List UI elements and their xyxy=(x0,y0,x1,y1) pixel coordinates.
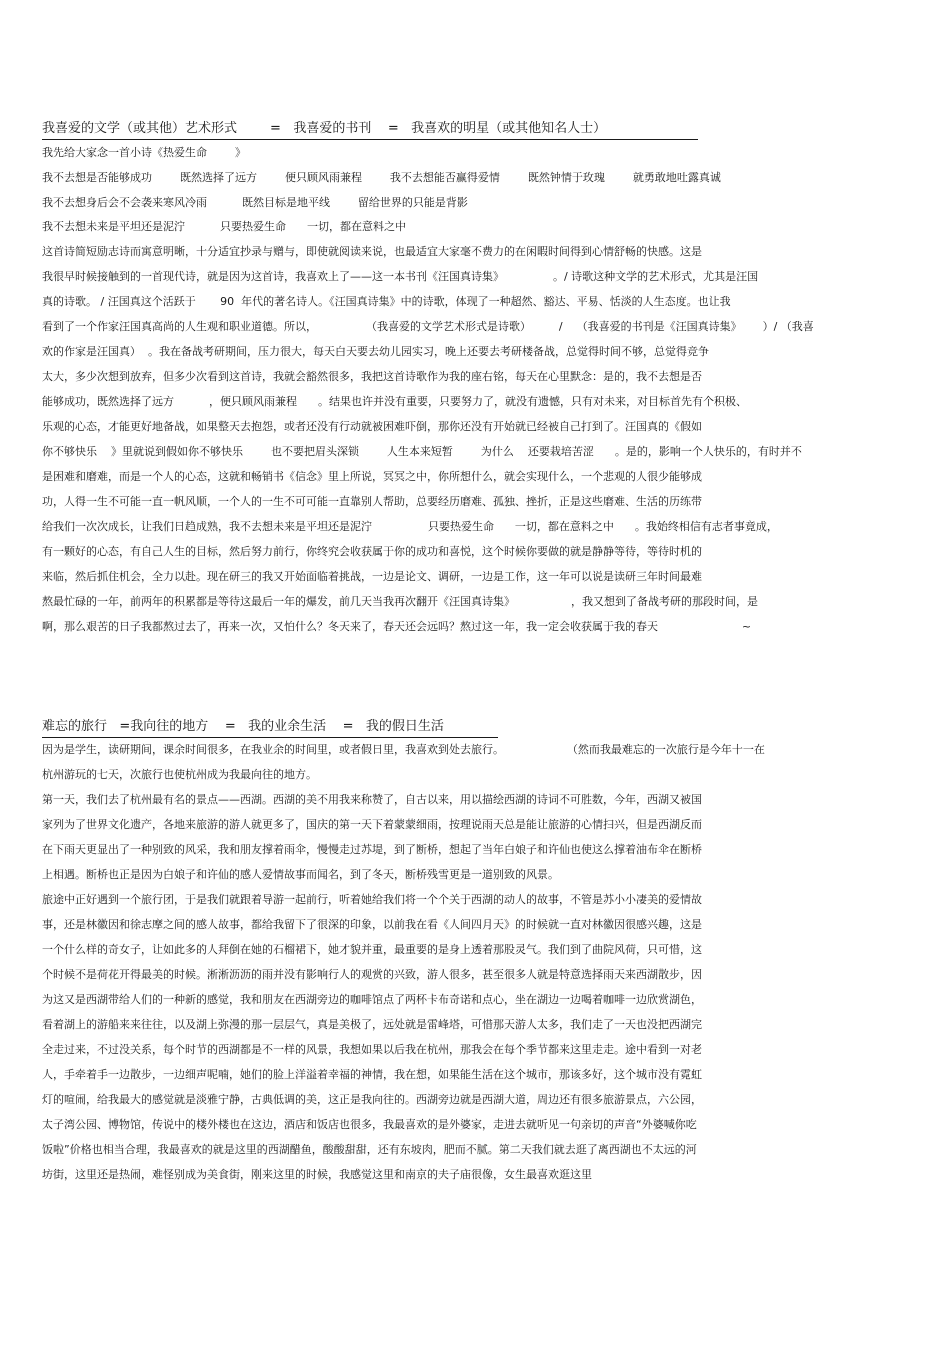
text-line: 家列为了世界文化遗产，各地来旅游的游人就更多了，国庆的第一天下着蒙蒙细雨，按理说雨天总是能让旅游的心情扫兴，但是西湖反而 xyxy=(42,818,702,831)
text-line: 个时候不是荷花开得最美的时候。淅淅沥沥的雨并没有影响行人的观赏的兴致，游人很多，甚至很多人就是特意选择雨天来西湖散步，因 xyxy=(42,968,702,981)
text-line: 人，手牵着手一边散步，一边细声呢喃，她们的脸上洋溢着幸福的神情，我在想，如果能生活在这个城市，那该多好，这个城市没有霓虹 xyxy=(42,1068,702,1081)
section1-heading-underline xyxy=(42,139,698,140)
text-line: 我先给大家念一首小诗《热爱生命 》 xyxy=(42,146,246,159)
text-line: 太子湾公园、博物馆，传说中的楼外楼也在这边，酒店和饭店也很多，我最喜欢的是外婆家，走进去就听见一句亲切的声音“外婆喊你吃 xyxy=(42,1118,697,1131)
text-line: 第一天，我们去了杭州最有名的景点——西湖。西湖的美不用我来称赞了，自古以来，用以描绘西湖的诗词不可胜数，今年，西湖又被国 xyxy=(42,793,702,806)
text-line: 在下雨天更显出了一种别致的风采，我和朋友撑着雨伞，慢慢走过苏堤，到了断桥，想起了当年白娘子和许仙也使这么撑着油布伞在断桥 xyxy=(42,843,702,856)
section2-heading: 难忘的旅行 =我向往的地方 = 我的业余生活 = 我的假日生活 xyxy=(42,719,444,734)
text-line: 饭啦”价格也相当合理，我最喜欢的就是这里的西湖醋鱼，酸酸甜甜，还有东坡肉，肥而不腻。第二天我们就去逛了离西湖也不太远的河 xyxy=(42,1143,697,1156)
text-line: 我很早时候接触到的一首现代诗，就是因为这首诗，我喜欢上了——这一本书刊《汪国真诗集》 。/ 诗歌这种文学的艺术形式，尤其是汪国 xyxy=(42,270,759,283)
text-line: 一个什么样的奇女子，让如此多的人拜倒在她的石榴裙下，她才貌并重，最重要的是身上透着那股灵气。我们到了曲院风荷，只可惜，这 xyxy=(42,943,702,956)
text-line: 来临，然后抓住机会，全力以赴。现在研三的我又开始面临着挑战，一边是论文、调研，一边是工作，这一年可以说是读研三年时间最难 xyxy=(42,570,702,583)
text-line: 给我们一次次成长，让我们日趋成熟，我不去想未来是平坦还是泥泞 只要热爱生命 一切，都在意料之中 。我始终相信有志者事竟成， xyxy=(42,520,778,533)
text-line: 真的诗歌。 / 汪国真这个活跃于 90 年代的著名诗人。《汪国真诗集》中的诗歌，体现了一种超然、豁达、平易、恬淡的人生态度。也让我 xyxy=(42,295,731,308)
text-line: 啊，那么艰苦的日子我都熬过去了，再来一次，又怕什么？冬天来了，春天还会远吗？熬过这一年，我一定会收获属于我的春天 ~ xyxy=(42,620,752,633)
text-line: 我不去想是否能够成功 既然选择了远方 便只顾风雨兼程 我不去想能否赢得爱情 既然钟情于玫瑰 就勇敢地吐露真诚 xyxy=(42,171,721,184)
text-line: 灯的喧闹，给我最大的感觉就是淡雅宁静，古典低调的美，这正是我向往的。西湖旁边就是西湖大道，周边还有很多旅游景点，六公园， xyxy=(42,1093,702,1106)
text-line: 太大，多少次想到放弃，但多少次看到这首诗，我就会豁然很多，我把这首诗歌作为我的座右铭，每天在心里默念：是的，我不去想是否 xyxy=(42,370,702,383)
text-line: 有一颗好的心态，有自己人生的目标，然后努力前行，你终究会收获属于你的成功和喜悦，这个时候你要做的就是静静等待，等待时机的 xyxy=(42,545,702,558)
text-line: 旅途中正好遇到一个旅行团，于是我们就跟着导游一起前行，听着她给我们将一个个关于西湖的动人的故事，不管是苏小小凄美的爱情故 xyxy=(42,893,702,906)
text-line: 功，人得一生不可能一直一帆风顺，一个人的一生不可可能一直靠别人帮助，总要经历磨难、孤独、挫折，正是这些磨难、生活的历练带 xyxy=(42,495,702,508)
text-line: 能够成功，既然选择了远方 ，便只顾风雨兼程 。结果也许并没有重要，只要努力了，就没有遗憾，只有对未来，对目标首先有个积极、 xyxy=(42,395,747,408)
text-line: 看着湖上的游船来来往往，以及湖上弥漫的那一层层气，真是美极了，远处就是雷峰塔，可惜那天游人太多，我们走了一天也没把西湖完 xyxy=(42,1018,702,1031)
text-line: 为这又是西湖带给人们的一种新的感觉，我和朋友在西湖旁边的咖啡馆点了两杯卡布奇诺和点心，坐在湖边一边喝着咖啡一边欣赏湖色， xyxy=(42,993,702,1006)
text-line: 你不够快乐 》里就说到假如你不够快乐 也不要把眉头深锁 人生本来短暂 为什么 还要栽培苦涩 。是的，影响一个人快乐的，有时并不 xyxy=(42,445,802,458)
section1-heading: 我喜爱的文学（或其他）艺术形式 = 我喜爱的书刊 = 我喜欢的明星（或其他知名人士） xyxy=(42,121,607,136)
text-line: 熬最忙碌的一年，前两年的积累都是等待这最后一年的爆发，前几天当我再次翻开《汪国真诗集》 ，我又想到了备战考研的那段时间，是 xyxy=(42,595,758,608)
text-line: 全走过来，不过没关系，每个时节的西湖都是不一样的风景，我想如果以后我在杭州，那我会在每个季节都来这里走走。途中看到一对老 xyxy=(42,1043,702,1056)
text-line: 看到了一个作家汪国真高尚的人生观和职业道德。所以， （我喜爱的文学艺术形式是诗歌） / （我喜爱的书刊是《汪国真诗集》 ）/ （我喜 xyxy=(42,320,814,333)
text-line: 坊街，这里还是热闹，难怪别成为美食街，刚来这里的时候，我感觉这里和南京的夫子庙很像，女生最喜欢逛这里 xyxy=(42,1168,592,1181)
text-line: 是困难和磨难，而是一个人的心态，这就和畅销书《信念》里上所说，冥冥之中，你所想什么，就会实现什么，一个悲观的人很少能够成 xyxy=(42,470,702,483)
text-line: 这首诗简短励志诗而寓意明晰，十分适宜抄录与赠与，即使就阅读来说，也最适宜大家毫不费力的在闲暇时间得到心情舒畅的快感。这是 xyxy=(42,245,702,258)
text-line: 乐观的心态，才能更好地备战，如果整天去抱怨，或者还没有行动就被困难吓倒，那你还没有开始就已经被自己打到了。汪国真的《假如 xyxy=(42,420,702,433)
text-line: 事，还是林徽因和徐志摩之间的感人故事，都给我留下了很深的印象，以前我在看《人间四月天》的时候就一直对林徽因很感兴趣，这是 xyxy=(42,918,702,931)
text-line: 杭州游玩的七天，次旅行也使杭州成为我最向往的地方。 xyxy=(42,768,317,781)
text-line: 我不去想未来是平坦还是泥泞 只要热爱生命 一切，都在意料之中 xyxy=(42,220,406,233)
text-line: 上相遇。断桥也正是因为白娘子和许仙的感人爱情故事而闻名，到了冬天，断桥残雪更是一道别致的风景。 xyxy=(42,868,559,881)
section2-heading-underline xyxy=(42,737,498,738)
text-line: 因为是学生，读研期间，课余时间很多，在我业余的时间里，或者假日里，我喜欢到处去旅行。 （然而我最难忘的一次旅行是今年十一在 xyxy=(42,743,765,756)
text-line: 欢的作家是汪国真） 。我在备战考研期间，压力很大，每天白天要去幼儿园实习，晚上还要去考研楼备战，总觉得时间不够，总觉得竞争 xyxy=(42,345,709,358)
text-line: 我不去想身后会不会袭来寒风冷雨 既然目标是地平线 留给世界的只能是背影 xyxy=(42,196,468,209)
